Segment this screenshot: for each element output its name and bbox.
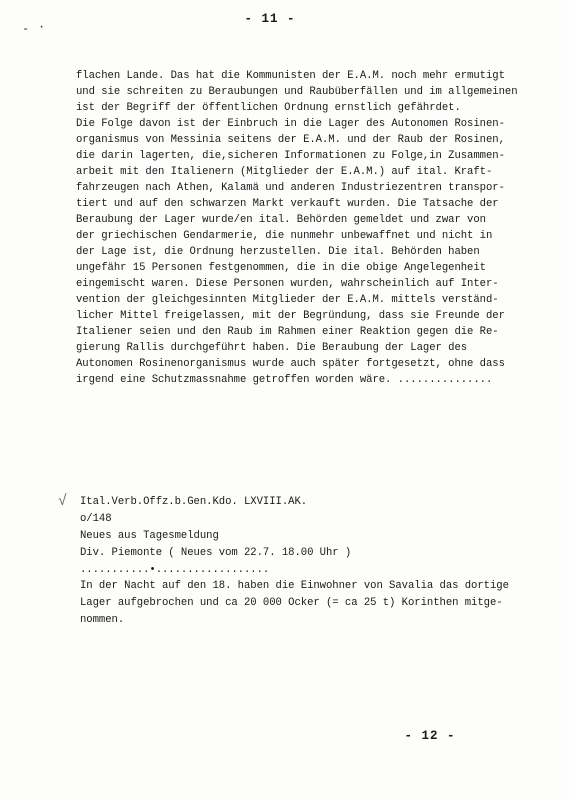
body-line: irgend eine Schutzmassnahme getroffen worden wäre. ............... xyxy=(76,374,493,386)
body-line: gierung Rallis durchgeführt haben. Die Beraubung der Lager des xyxy=(76,342,468,354)
body-line: Italiener seien und den Raub im Rahmen einer Reaktion gegen die Re- xyxy=(76,326,499,338)
body-line: Beraubung der Lager wurde/en ital. Behörden gemeldet und zwar von xyxy=(76,214,486,226)
body-line: der Lage ist, die Ordnung herzustellen. Die ital. Behörden haben xyxy=(76,246,480,258)
body-line: der griechischen Gendarmerie, die nunmehr unbewaffnet und nicht in xyxy=(76,230,493,242)
report-reference: o/148 xyxy=(80,513,112,525)
margin-mark: - xyxy=(22,22,30,36)
report-subject: Neues aus Tagesmeldung xyxy=(80,530,219,542)
body-line: fahrzeugen nach Athen, Kalamä und anderen Industriezentren transpor- xyxy=(76,182,505,194)
body-line: organismus von Messinia seitens der E.A.M. und der Raub der Rosinen, xyxy=(76,134,505,146)
body-line: arbeit mit den Italienern (Mitglieder der E.A.M.) auf ital. Kraft- xyxy=(76,166,493,178)
body-line: ist der Begriff der öffentlichen Ordnung ernstlich gefährdet. xyxy=(76,102,461,114)
body-line: die darin lagerten, die,sicheren Informationen zu Folge,in Zusammen- xyxy=(76,150,505,162)
report-header: Ital.Verb.Offz.b.Gen.Kdo. LXVIII.AK. xyxy=(80,496,308,508)
body-line: vention der gleichgesinnten Mitglieder der E.A.M. mittels verständ- xyxy=(76,294,499,306)
body-line: Autonomen Rosinenorganismus wurde auch später fortgesetzt, ohne dass xyxy=(76,358,505,370)
report-line: nommen. xyxy=(80,614,125,626)
report-division: Div. Piemonte ( Neues vom 22.7. 18.00 Uhr ) xyxy=(80,547,352,559)
body-line: und sie schreiten zu Beraubungen und Raubüberfällen und im allgemeinen xyxy=(76,86,518,98)
page-number-top: - 11 - xyxy=(244,12,296,26)
body-line: ungefähr 15 Personen festgenommen, die in die obige Angelegenheit xyxy=(76,262,486,274)
body-line: licher Mittel freigelassen, mit der Begründung, dass sie Freunde der xyxy=(76,310,505,322)
body-line: eingemischt waren. Diese Personen wurden, wahrscheinlich auf Inter- xyxy=(76,278,499,290)
report-line: Lager aufgebrochen und ca 20 000 Ocker (= ca 25 t) Korinthen mitge- xyxy=(80,597,503,609)
body-line: Die Folge davon ist der Einbruch in die Lager des Autonomen Rosinen- xyxy=(76,118,505,130)
report-line: In der Nacht auf den 18. haben die Einwohner von Savalia das dortige xyxy=(80,580,509,592)
report-separator: ...........•.................. xyxy=(80,564,270,576)
check-mark-icon: √ xyxy=(58,493,68,510)
body-line: tiert und auf den schwarzen Markt verkauft wurden. Die Tatsache der xyxy=(76,198,499,210)
page-number-bottom: - 12 - xyxy=(404,729,456,743)
margin-dot: · xyxy=(38,20,46,34)
body-line: flachen Lande. Das hat die Kommunisten der E.A.M. noch mehr ermutigt xyxy=(76,70,505,82)
